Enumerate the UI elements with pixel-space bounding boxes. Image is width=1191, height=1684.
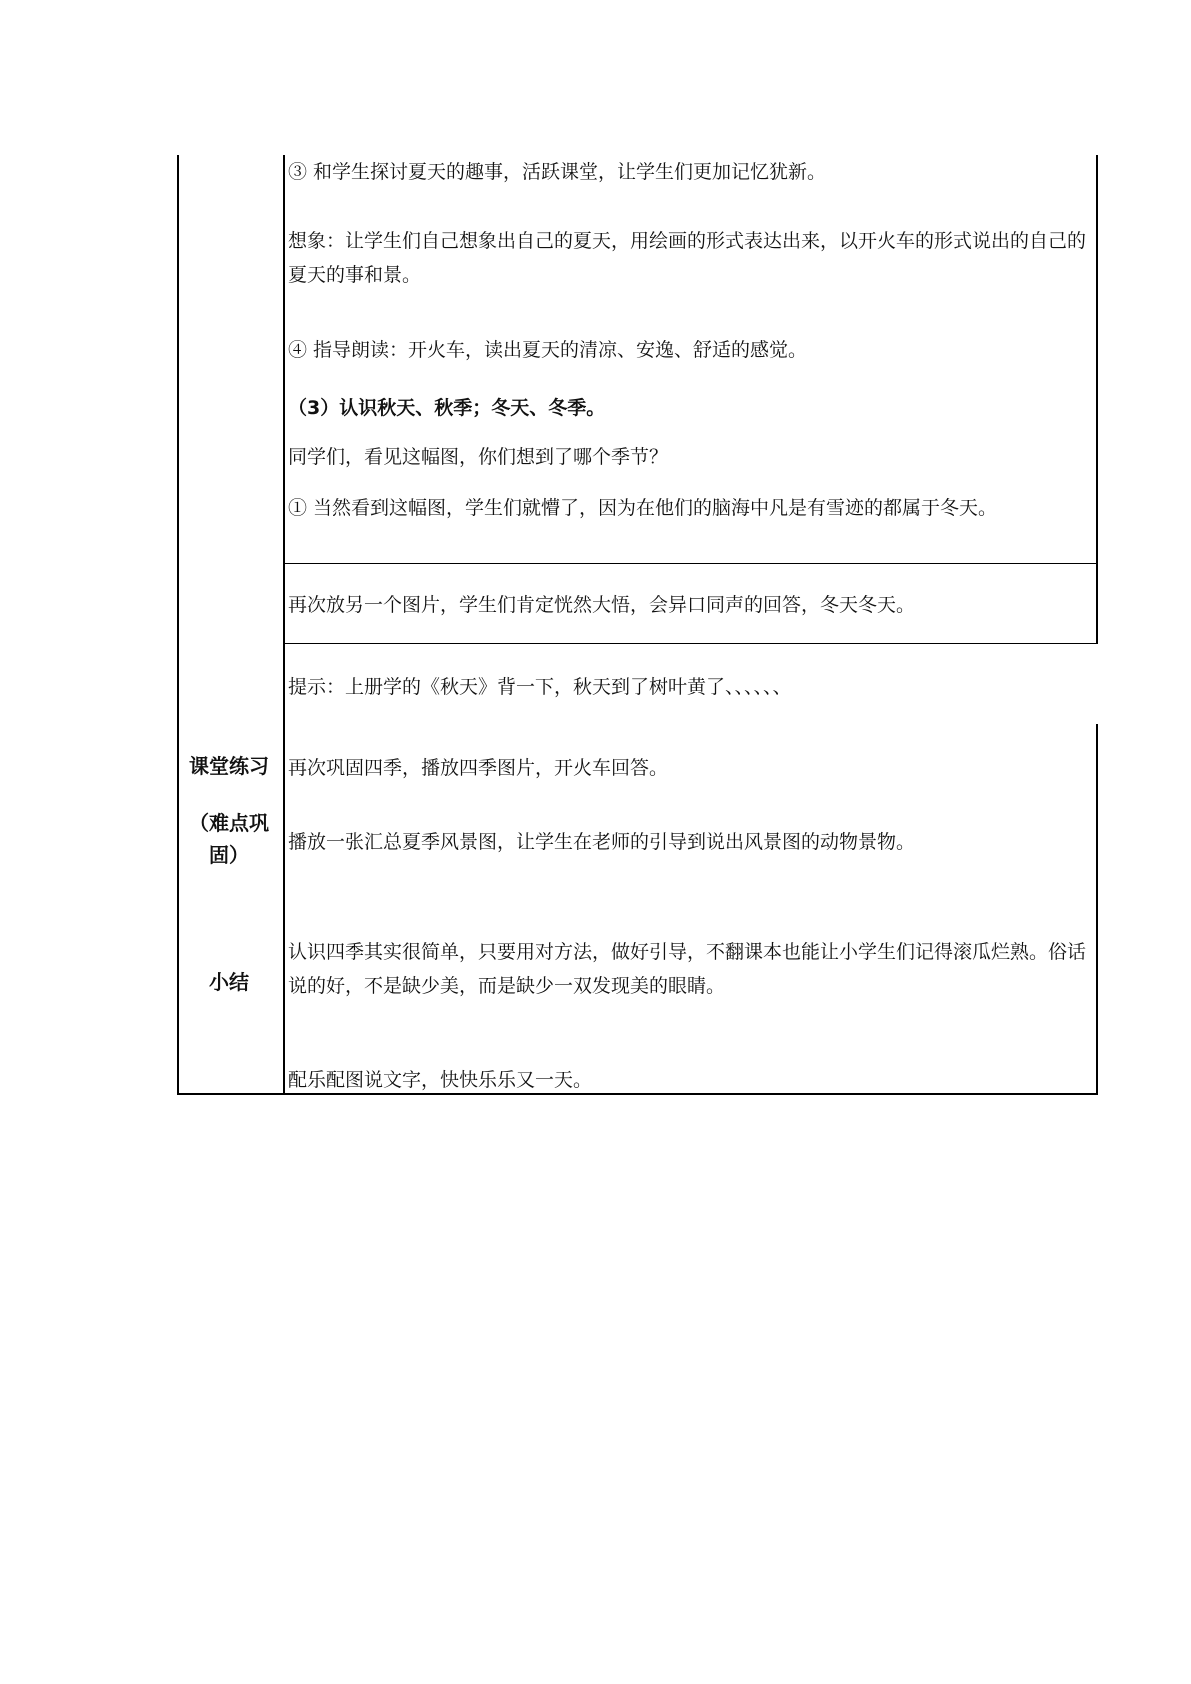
label-difficulty-line2: 固） (209, 843, 249, 867)
table-inner-vertical-border (283, 155, 285, 1095)
label-classroom-practice: 课堂练习 (189, 754, 269, 778)
paragraph-imagine: 想象：让学生们自己想象出自己的夏天，用绘画的形式表达出来，以开火车的形式说出的自己的夏天的事和景。 (288, 230, 1087, 286)
table-right-border-bottom (1096, 724, 1098, 1095)
table-left-border (177, 155, 179, 1095)
paragraph-summer-fun: ③ 和学生探讨夏天的趣事，活跃课堂，让学生们更加记忆犹新。 (288, 161, 827, 183)
label-summary: 小结 (209, 970, 249, 994)
row-divider-1 (283, 563, 1098, 564)
paragraph-another-picture: 再次放另一个图片，学生们肯定恍然大悟，会异口同声的回答，冬天冬天。 (288, 594, 916, 616)
paragraph-summer-scene: 播放一张汇总夏季风景图，让学生在老师的引导到说出风景图的动物景物。 (288, 831, 916, 853)
paragraph-hint-autumn: 提示：上册学的《秋天》背一下，秋天到了树叶黄了、、、、、、 (288, 676, 792, 698)
paragraph-guided-reading: ④ 指导朗读：开火车，读出夏天的清凉、安逸、舒适的感觉。 (288, 339, 808, 361)
section-heading-autumn-winter: （3）认识秋天、秋季；冬天、冬季。 (288, 397, 606, 419)
table-right-border-box (1096, 564, 1098, 644)
paragraph-summary: 认识四季其实很简单，只要用对方法，做好引导，不翻课本也能让小学生们记得滚瓜烂熟。俗话说的好，不是缺少美，而是缺少一双发现美的眼睛。 (288, 941, 1087, 997)
paragraph-closing: 配乐配图说文字，快快乐乐又一天。 (288, 1069, 593, 1091)
row-divider-2 (283, 643, 1098, 644)
paragraph-which-season: 同学们，看见这幅图，你们想到了哪个季节？ (288, 446, 669, 468)
paragraph-consolidate-seasons: 再次巩固四季，播放四季图片，开火车回答。 (288, 757, 669, 779)
label-difficulty-line1: （难点巩 (189, 811, 269, 835)
paragraph-winter-confusion: ① 当然看到这幅图，学生们就懵了，因为在他们的脑海中凡是有雪迹的都属于冬天。 (288, 497, 998, 519)
